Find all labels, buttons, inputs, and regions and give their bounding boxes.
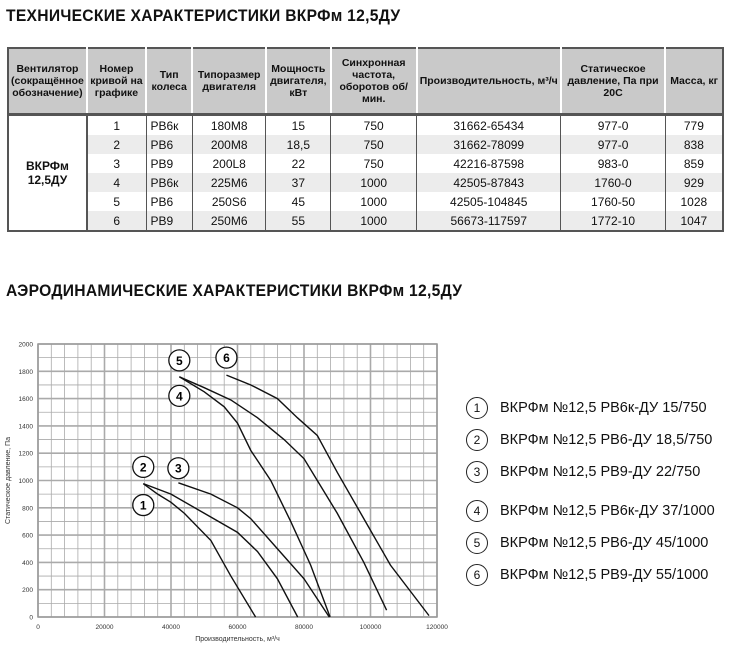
y-tick-label: 1000 [18, 478, 33, 485]
y-tick-label: 400 [22, 559, 33, 567]
col-header: Вентилятор (сокращённое обозначение) [8, 48, 87, 115]
legend-label: ВКРФм №12,5 РВ6к-ДУ 15/750 [500, 400, 707, 416]
table-cell: 1772-10 [561, 211, 665, 231]
col-header: Масса, кг [665, 48, 723, 115]
col-header: Синхронная частота, оборотов об/мин. [331, 48, 417, 115]
legend-item [466, 461, 700, 483]
table-cell: 4 [87, 173, 146, 192]
table-cell: 42505-87843 [417, 173, 561, 192]
spec-table [7, 47, 724, 232]
table-cell: 750 [331, 154, 417, 173]
curve-label: 2 [139, 460, 147, 475]
aero-chart [0, 330, 460, 649]
table-cell: РВ6к [146, 173, 192, 192]
table-cell: 750 [331, 135, 417, 154]
curve-label: 4 [175, 389, 183, 404]
table-cell: 250S6 [192, 192, 266, 211]
table-cell: РВ9 [146, 154, 192, 173]
table-cell: РВ6 [146, 192, 192, 211]
table-cell: 983-0 [561, 154, 665, 173]
table-row [8, 173, 723, 192]
table-cell: 1028 [665, 192, 723, 211]
y-tick-label: 0 [29, 614, 33, 622]
table-cell: 2 [87, 135, 146, 154]
table-cell: 977-0 [561, 135, 665, 154]
col-header: Мощность двигателя, кВт [266, 48, 331, 115]
col-header: Номер кривой на графике [87, 48, 146, 115]
table-cell: 45 [266, 192, 331, 211]
curve-label: 6 [223, 351, 230, 366]
table-cell: 779 [665, 115, 723, 136]
table-cell: 1000 [331, 211, 417, 231]
table-cell: 3 [87, 154, 146, 173]
legend-label: ВКРФм №12,5 РВ6-ДУ 45/1000 [500, 535, 709, 551]
y-tick-label: 2000 [18, 341, 33, 349]
table-cell: 250М6 [192, 211, 266, 231]
legend-label: ВКРФм №12,5 РВ9-ДУ 55/1000 [500, 567, 709, 583]
x-axis-label: Производительность, м³/ч [195, 636, 280, 643]
x-tick-label: 0 [36, 624, 40, 631]
col-header: Типоразмер двигателя [192, 48, 266, 115]
curve-label: 5 [175, 353, 183, 368]
table-row [8, 115, 723, 136]
table-cell: 859 [665, 154, 723, 173]
table-cell: 200L8 [192, 154, 266, 173]
y-tick-label: 200 [22, 587, 33, 595]
legend-number: 1 [466, 397, 488, 419]
curve-1 [143, 484, 255, 617]
table-cell: 1000 [331, 192, 417, 211]
x-tick-label: 60000 [228, 624, 247, 631]
legend-label: ВКРФм №12,5 РВ6-ДУ 18,5/750 [500, 432, 713, 448]
table-cell: 929 [665, 173, 723, 192]
table-cell: 1760-0 [561, 173, 665, 192]
x-tick-label: 100000 [359, 624, 382, 631]
fan-name: ВКРФм 12,5ДУ [8, 115, 87, 232]
x-tick-label: 40000 [161, 624, 181, 631]
table-cell: 838 [665, 135, 723, 154]
table-cell: 31662-65434 [417, 115, 561, 136]
table-cell: 55 [266, 211, 331, 231]
table-cell: 1760-50 [561, 192, 665, 211]
y-tick-label: 1800 [18, 368, 33, 376]
y-axis-label: Статическое давление, Па [5, 437, 12, 524]
table-cell: 42505-104845 [417, 192, 561, 211]
table-cell: РВ6 [146, 135, 192, 154]
legend-number: 2 [466, 429, 488, 451]
x-tick-label: 120000 [426, 624, 448, 631]
table-row [8, 192, 723, 211]
table-cell: 1000 [331, 173, 417, 192]
legend-item [466, 564, 708, 586]
x-tick-label: 80000 [294, 624, 314, 631]
legend-number: 6 [466, 564, 488, 586]
y-tick-label: 1200 [18, 450, 33, 458]
legend-label: ВКРФм №12,5 РВ6к-ДУ 37/1000 [500, 503, 715, 519]
table-cell: 6 [87, 211, 146, 231]
col-header: Статическое давление, Па при 20С [561, 48, 665, 115]
table-cell: РВ6к [146, 115, 192, 136]
table-cell: 1047 [665, 211, 723, 231]
table-cell: 225М6 [192, 173, 266, 192]
table-cell: 42216-87598 [417, 154, 561, 173]
curve-4 [179, 377, 330, 617]
legend-item [466, 532, 708, 554]
title-aero: АЭРОДИНАМИЧЕСКИЕ ХАРАКТЕРИСТИКИ ВКРФм 12,5ДУ [6, 281, 463, 300]
table-cell: 750 [331, 115, 417, 136]
table-cell: 18,5 [266, 135, 331, 154]
table-cell: 22 [266, 154, 331, 173]
table-cell: 200М8 [192, 135, 266, 154]
y-tick-label: 600 [22, 532, 33, 540]
legend-number: 5 [466, 532, 488, 554]
table-cell: РВ9 [146, 211, 192, 231]
legend-item [466, 429, 712, 451]
legend-label: ВКРФм №12,5 РВ9-ДУ 22/750 [500, 464, 701, 480]
table-cell: 15 [266, 115, 331, 136]
x-tick-label: 20000 [95, 624, 114, 631]
y-tick-label: 800 [22, 505, 33, 513]
table-row [8, 154, 723, 173]
legend-item [466, 397, 707, 419]
table-cell: 180М8 [192, 115, 266, 136]
table-row [8, 135, 723, 154]
title-tech: ТЕХНИЧЕСКИЕ ХАРАКТЕРИСТИКИ ВКРФм 12,5ДУ [6, 6, 401, 25]
y-tick-label: 1600 [18, 396, 33, 404]
table-row [8, 211, 723, 231]
table-cell: 1 [87, 115, 146, 136]
legend-number: 3 [466, 461, 488, 483]
curve-6 [226, 375, 429, 616]
table-cell: 37 [266, 173, 331, 192]
legend-item [466, 500, 715, 522]
y-tick-label: 1400 [18, 423, 33, 431]
curve-label: 1 [139, 498, 147, 513]
table-cell: 977-0 [561, 115, 665, 136]
table-cell: 56673-117597 [417, 211, 561, 231]
curve-label: 3 [175, 461, 182, 476]
curve-3 [178, 483, 329, 617]
col-header: Тип колеса [146, 48, 192, 115]
table-cell: 31662-78099 [417, 135, 561, 154]
table-cell: 5 [87, 192, 146, 211]
col-header: Производительность, м³/ч [417, 48, 561, 115]
curve-2 [143, 484, 297, 617]
legend-number: 4 [466, 500, 488, 522]
